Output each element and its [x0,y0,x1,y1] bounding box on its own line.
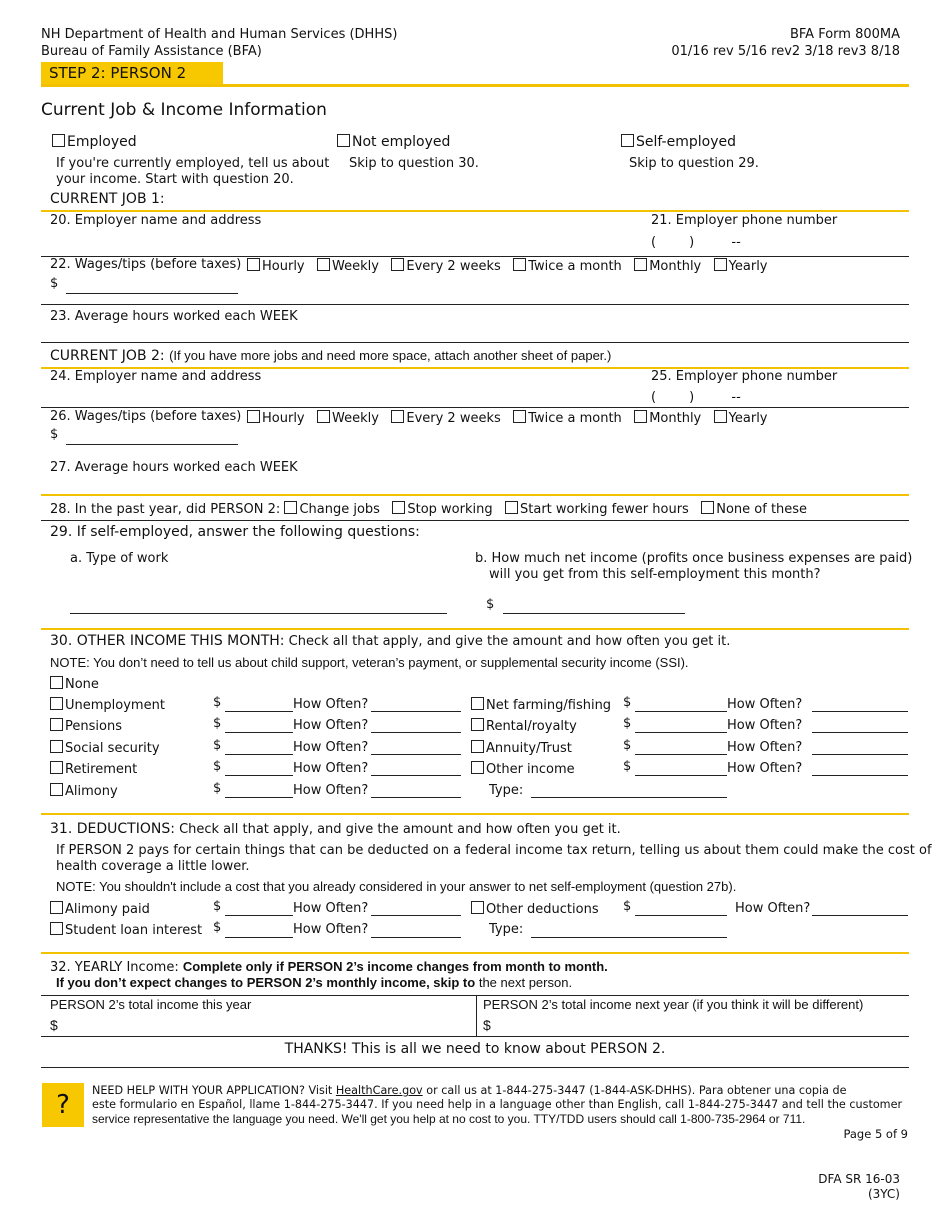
q30-type-label: Type: [489,783,524,798]
q30-checkbox[interactable] [471,761,484,774]
help-line-2: este formulario en Español, llame 1-844-275-3447. If you need help in a language other than English, call 1-844-275-3447 and tell the customer [92,1098,903,1111]
q30-how-often-field[interactable] [371,797,461,798]
healthcare-gov-link[interactable]: HealthCare.gov [335,1084,423,1097]
q31-type-label: Type: [489,922,524,937]
divider [41,813,909,815]
q29a-type-field[interactable] [70,613,447,614]
q30-how-often-field[interactable] [371,775,461,776]
q30-how-often-field[interactable] [371,754,461,755]
q30-amount-field[interactable] [225,797,293,798]
form-code-2: (3YC) [867,1187,900,1201]
job2-heading: CURRENT JOB 2: (If you have more jobs and need more space, attach another sheet of paper.) [50,348,612,364]
q30-none[interactable]: None [50,676,99,692]
divider [41,407,909,408]
q26-amount-field[interactable] [66,444,238,445]
q28-stop-working[interactable]: Stop working [392,502,492,517]
q30-amount-field[interactable] [225,732,293,733]
q26-dollar: $ [50,427,59,442]
freq-weekly[interactable]: Weekly [317,411,379,426]
employed-option[interactable]: Employed [52,134,137,150]
q31-student-how-often: How Often? [293,922,369,937]
form-code: DFA SR 16-03 [818,1172,900,1186]
q31-other-how-often-field[interactable] [812,915,908,916]
q32-next-year-dollar[interactable]: $ [483,1017,491,1033]
q30-how-often-field[interactable] [812,754,908,755]
q30-checkbox[interactable] [471,697,484,710]
q32-next-year-label: PERSON 2’s total income next year (if you think it will be different) [483,997,864,1012]
divider [41,494,909,496]
q31-alimony-how-often-field[interactable] [371,915,461,916]
q29a-label: a. Type of work [70,551,169,566]
q30-item-label: Pensions [65,719,122,734]
employed-note-2: your income. Start with question 20. [56,172,294,187]
q30-how-often-label: How Often? [293,697,369,712]
freq-hourly[interactable]: Hourly [247,259,305,274]
self-employed-checkbox[interactable] [621,134,634,147]
divider [41,1067,909,1068]
q27-label: 27. Average hours worked each WEEK [50,460,298,475]
q32-this-year-dollar[interactable]: $ [50,1017,58,1033]
q22-frequency-options [247,258,768,274]
q29b-label-1: b. How much net income (profits once business expenses are paid) [475,551,913,566]
q24-label: 24. Employer name and address [50,369,262,384]
q30-amount-field[interactable] [635,775,727,776]
q31-student-how-often-field[interactable] [371,937,461,938]
freq-twice-a-month[interactable]: Twice a month [513,411,622,426]
freq-yearly[interactable]: Yearly [714,259,768,274]
q30-amount-field[interactable] [225,775,293,776]
q30-how-often-field[interactable] [812,732,908,733]
q30-dollar: $ [623,695,632,710]
self-employed-option[interactable]: Self-employed [621,134,736,150]
thanks-message: THANKS! This is all we need to know about PERSON 2. [284,1041,666,1057]
q31-alimony-paid[interactable]: Alimony paid [50,901,150,917]
divider [41,304,909,305]
q22-amount-field[interactable] [66,293,238,294]
q23-label: 23. Average hours worked each WEEK [50,309,298,324]
q30-checkbox[interactable] [471,740,484,753]
q31-student-loan[interactable]: Student loan interest [50,922,202,938]
q22-label: 22. Wages/tips (before taxes) [50,257,242,272]
q31-other-dollar: $ [623,899,632,914]
form-number: BFA Form 800MA [789,27,900,42]
freq-monthly[interactable]: Monthly [634,259,701,274]
q30-item-label: Rental/royalty [486,719,577,734]
q30-left-item[interactable] [50,740,160,756]
job1-heading: CURRENT JOB 1: [50,191,165,207]
q31-type-field[interactable] [531,937,727,938]
q25-label: 25. Employer phone number [651,369,838,384]
q30-right-item[interactable] [471,740,572,756]
section-title: Current Job & Income Information [41,100,327,120]
q30-how-often-label: How Often? [293,740,369,755]
q26-label: 26. Wages/tips (before taxes) [50,409,242,424]
q29b-label-2: will you get from this self-employment this month? [489,567,821,582]
q30-amount-field[interactable] [225,754,293,755]
q30-how-often-label: How Often? [293,761,369,776]
q30-dollar: $ [213,738,222,753]
q30-how-often-label: How Often? [727,718,803,733]
q32-this-year-label: PERSON 2’s total income this year [50,997,252,1012]
q28-none[interactable]: None of these [701,502,807,517]
q28-fewer-hours[interactable]: Start working fewer hours [505,502,689,517]
divider [41,520,909,521]
q29b-amount-field[interactable] [503,613,685,614]
q30-dollar: $ [623,716,632,731]
divider [41,1036,909,1037]
q30-right-item[interactable] [471,761,575,777]
q30-dollar: $ [213,781,222,796]
q30-amount-field[interactable] [635,754,727,755]
q30-dollar: $ [623,759,632,774]
q32-divider [476,996,477,1036]
q29b-dollar: $ [486,597,495,612]
not-employed-checkbox[interactable] [337,134,350,147]
q30-how-often-field[interactable] [812,775,908,776]
q21-phone-field[interactable]: ( ) -- [651,235,741,250]
q31-alimony-how-often: How Often? [293,901,369,916]
q30-item-label: Social security [65,741,160,756]
q30-how-often-label: How Often? [727,761,803,776]
q30-item-label: Other income [486,762,575,777]
q30-left-item[interactable] [50,718,122,734]
freq-every-2-weeks[interactable]: Every 2 weeks [391,259,500,274]
q31-student-amount-field[interactable] [225,937,293,938]
q30-item-label: Net farming/fishing [486,698,612,713]
freq-yearly[interactable]: Yearly [714,411,768,426]
q30-item-label: Alimony [65,784,118,799]
header-rule [41,84,909,87]
employed-note-1: If you're currently employed, tell us about [56,156,330,171]
q30-checkbox[interactable] [50,718,63,731]
q30-how-often-label: How Often? [293,783,369,798]
q31-other-amount-field[interactable] [635,915,727,916]
help-question-icon: ? [42,1083,84,1127]
q30-right-item[interactable] [471,697,611,713]
q30-left-item[interactable] [50,783,118,799]
q30-checkbox[interactable] [50,783,63,796]
job1-rule [41,210,909,212]
q30-how-often-field[interactable] [371,732,461,733]
help-line-1: NEED HELP WITH YOUR APPLICATION? Visit HealthCare.gov or call us at 1-844-275-3447 (1-844-ASK-DHHS). Para obtener una copia de [92,1084,847,1097]
q31-alimony-dollar: $ [213,899,222,914]
freq-monthly[interactable]: Monthly [634,411,701,426]
q31-student-dollar: $ [213,920,222,935]
q30-how-often-label: How Often? [727,697,803,712]
q30-checkbox[interactable] [471,718,484,731]
help-line-3: service representative the language you need. We'll get you help at no cost to you. TTY/TDD users should call 1-800-735-2964 or 711. [92,1112,806,1126]
divider [41,628,909,630]
freq-hourly[interactable]: Hourly [247,411,305,426]
q30-label: 30. OTHER INCOME THIS MONTH: Check all that apply, and give the amount and how often you get it. [50,633,731,649]
not-employed-note: Skip to question 30. [349,156,479,171]
q31-text-2: health coverage a little lower. [56,859,250,874]
q30-checkbox[interactable] [50,761,63,774]
freq-weekly[interactable]: Weekly [317,259,379,274]
q31-text-1: If PERSON 2 pays for certain things that can be deducted on a federal income tax return, telling us about them could make the cost of [56,843,932,858]
q21-label: 21. Employer phone number [651,213,838,228]
form-revision: 01/16 rev 5/16 rev2 3/18 rev3 8/18 [671,44,900,59]
q30-left-item[interactable] [50,761,137,777]
page-number: Page 5 of 9 [843,1127,908,1141]
q20-label: 20. Employer name and address [50,213,262,228]
q32-line-1: 32. YEARLY Income: Complete only if PERSON 2’s income changes from month to month. [50,959,608,975]
department-name: NH Department of Health and Human Services (DHHS) [41,27,398,42]
q30-checkbox[interactable] [50,740,63,753]
q30-dollar: $ [213,716,222,731]
q31-other-deductions[interactable]: Other deductions [471,901,599,917]
q30-amount-field[interactable] [225,711,293,712]
employed-checkbox[interactable] [52,134,65,147]
freq-every-2-weeks[interactable]: Every 2 weeks [391,411,500,426]
q31-other-how-often: How Often? [735,901,811,916]
q31-label: 31. DEDUCTIONS: Check all that apply, and give the amount and how often you get it. [50,821,621,837]
q30-amount-field[interactable] [635,711,727,712]
q26-frequency-options [247,410,768,426]
q25-phone-field[interactable]: ( ) -- [651,390,741,405]
divider [41,342,909,343]
bureau-name: Bureau of Family Assistance (BFA) [41,44,262,59]
q28-change-jobs[interactable]: Change jobs [284,502,380,517]
q30-left-item[interactable] [50,697,165,713]
q30-dollar: $ [213,695,222,710]
q30-checkbox[interactable] [50,697,63,710]
q30-how-often-field[interactable] [371,711,461,712]
q31-note: NOTE: You shouldn't include a cost that you already considered in your answer to net self-employment (question 27b). [56,879,737,894]
not-employed-option[interactable]: Not employed [337,134,450,150]
q30-amount-field[interactable] [635,732,727,733]
q30-dollar: $ [623,738,632,753]
divider [41,995,909,996]
q30-type-field[interactable] [531,797,727,798]
q30-how-often-label: How Often? [727,740,803,755]
q30-how-often-field[interactable] [812,711,908,712]
q22-dollar: $ [50,276,59,291]
q30-right-item[interactable] [471,718,577,734]
q28-label: 28. In the past year, did PERSON 2: [50,502,281,517]
q30-item-label: Retirement [65,762,138,777]
step-banner: STEP 2: PERSON 2 [41,62,223,84]
q31-alimony-amount-field[interactable] [225,915,293,916]
freq-twice-a-month[interactable]: Twice a month [513,259,622,274]
divider [41,952,909,954]
q28-row [50,501,807,517]
q30-dollar: $ [213,759,222,774]
q30-item-label: Unemployment [65,698,165,713]
q30-note: NOTE: You don’t need to tell us about child support, veteran’s payment, or supplemental security income (SSI). [50,655,689,670]
q30-how-often-label: How Often? [293,718,369,733]
q32-line-2: If you don’t expect changes to PERSON 2’s monthly income, skip to the next person. [56,975,573,990]
self-employed-note: Skip to question 29. [629,156,759,171]
q30-item-label: Annuity/Trust [486,741,572,756]
q29-label: 29. If self-employed, answer the following questions: [50,524,420,540]
